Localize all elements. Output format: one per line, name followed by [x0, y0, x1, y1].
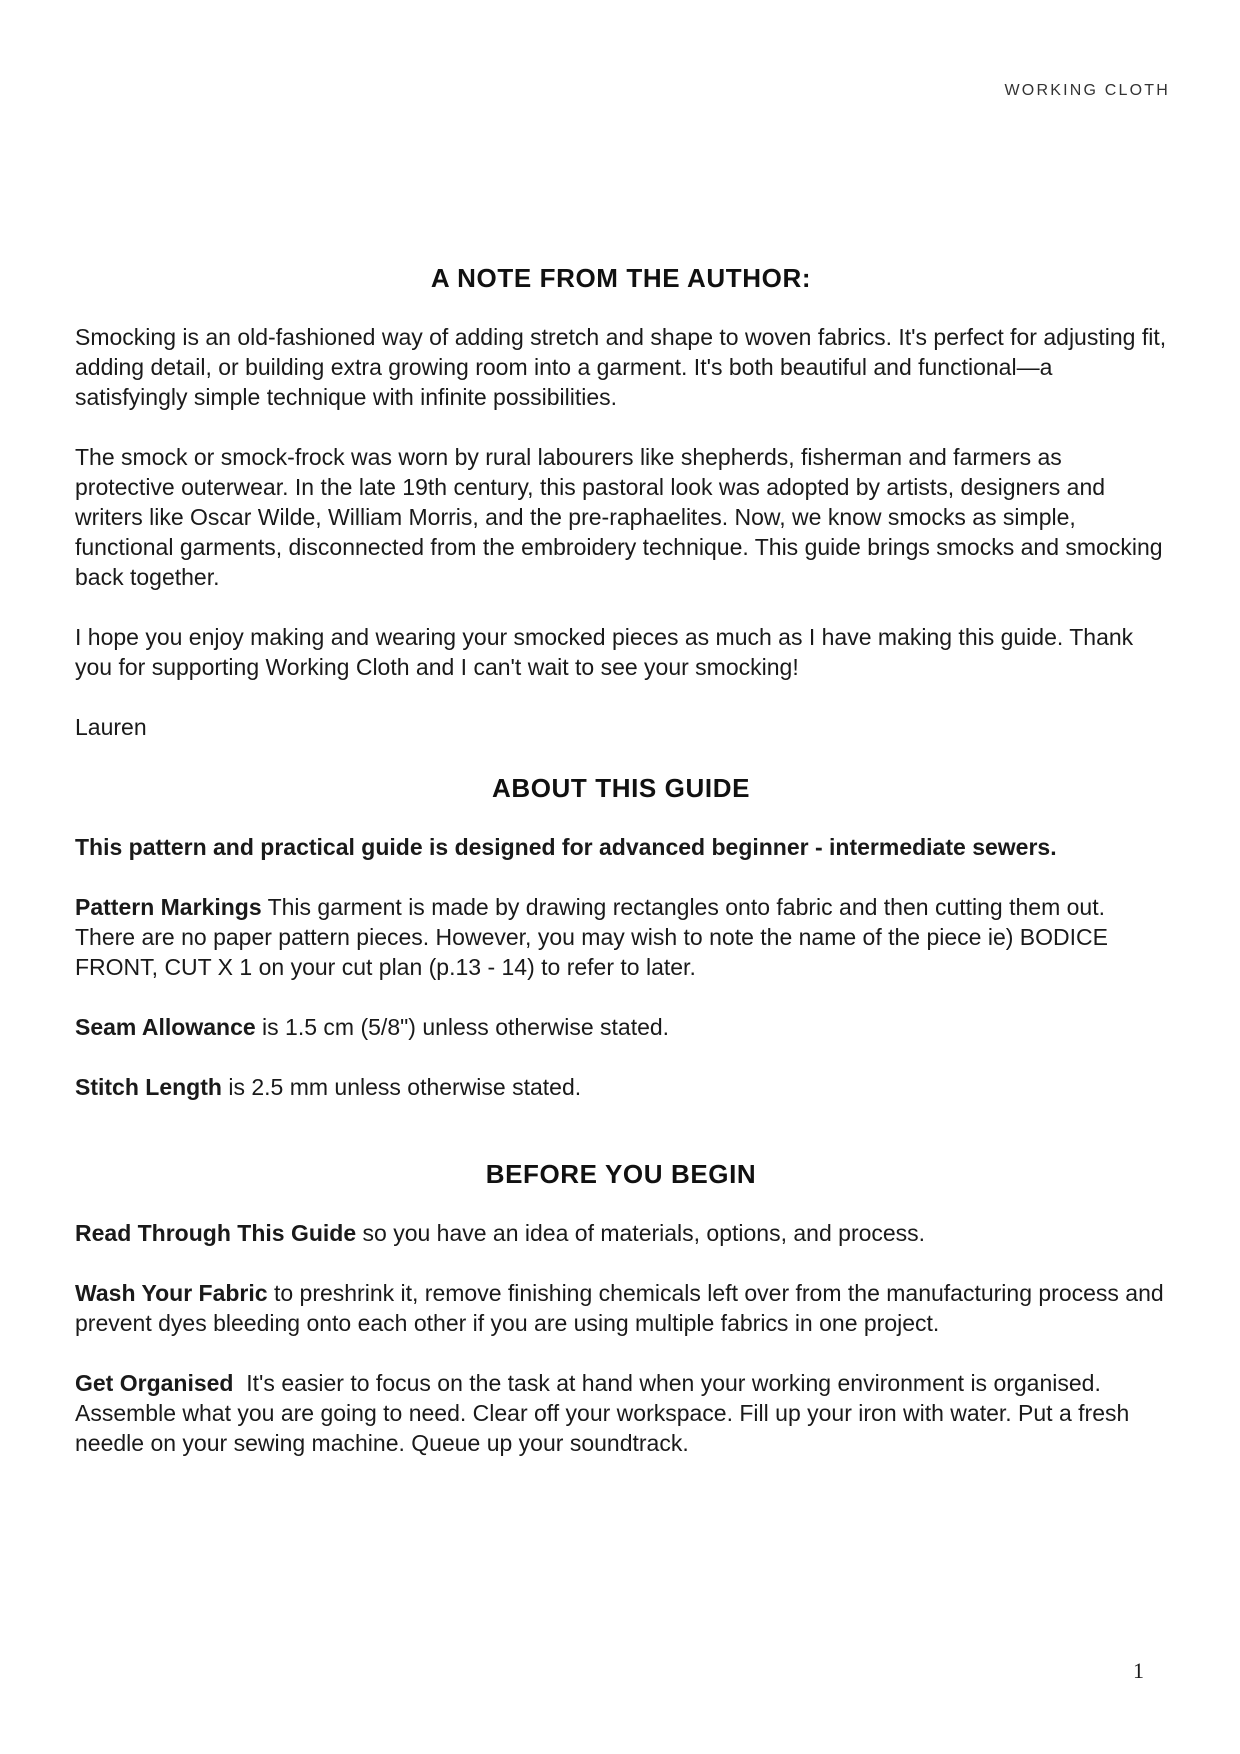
- before-begin-heading: BEFORE YOU BEGIN: [485, 1159, 757, 1189]
- about-guide-intro: This pattern and practical guide is designed for advanced beginner - intermediate sewers.: [75, 834, 1057, 860]
- about-item-stitch-length: [75, 1072, 1167, 1102]
- author-note-paragraph-1: Smocking is an old-fashioned way of adding stretch and shape to woven fabrics. It's perfect for adjusting fit, adding detail, or building extra growing room into a garment. It's both beautiful and functional—a satisfyingly simple technique with infinite possibilities.: [75, 324, 1167, 410]
- before-item-text: so you have an idea of materials, options, and process.: [356, 1220, 926, 1246]
- about-item-text: This garment is made by drawing rectangles onto fabric and then cutting them out. There are no paper pattern pieces. However, you may wish to note the name of the piece ie) BODICE FRONT, CUT X 1 on your cut plan (p.13 - 14) to refer to later.: [75, 894, 1108, 980]
- about-item-pattern-markings: [75, 892, 1167, 982]
- about-item-seam-allowance: [75, 1012, 1167, 1042]
- author-note-paragraph-2: The smock or smock-frock was worn by rural labourers like shepherds, fisherman and farmers as protective outerwear. In the late 19th century, this pastoral look was adopted by artists, designers and writers like Oscar Wilde, William Morris, and the pre-raphaelites. Now, we know smocks as simple, functional garments, disconnected from the embroidery technique. This guide brings smocks and smocking back together.: [75, 444, 1163, 590]
- before-item-term: Get Organised: [75, 1370, 234, 1396]
- about-guide-heading: ABOUT THIS GUIDE: [491, 773, 751, 803]
- before-item-term: Read Through This Guide: [75, 1220, 357, 1246]
- about-item-term: Pattern Markings: [75, 894, 262, 920]
- before-item-wash-fabric: [75, 1278, 1167, 1338]
- running-header: WORKING CLOTH: [1004, 82, 1170, 99]
- about-item-text: is 1.5 cm (5/8") unless otherwise stated.: [255, 1014, 670, 1040]
- before-item-text: It's easier to focus on the task at hand when your working environment is organised. Assemble what you are going to need. Clear off your workspace. Fill up your iron with water. Put a fresh needle on your sewing machine. Queue up your soundtrack.: [75, 1370, 1136, 1456]
- about-item-term: Stitch Length: [75, 1074, 222, 1100]
- about-item-text: is 2.5 mm unless otherwise stated.: [221, 1074, 582, 1100]
- before-item-read-guide: [75, 1218, 1167, 1248]
- about-item-term: Seam Allowance: [75, 1014, 256, 1040]
- before-item-get-organised: [75, 1368, 1167, 1458]
- before-item-text: to preshrink it, remove finishing chemicals left over from the manufacturing process and prevent dyes bleeding onto each other if you are using multiple fabrics in one project.: [75, 1280, 1164, 1336]
- author-note-paragraph-3: I hope you enjoy making and wearing your smocked pieces as much as I have making this guide. Thank you for supporting Working Cloth and I can't wait to see your smocking!: [75, 624, 1134, 680]
- before-item-term: Wash Your Fabric: [75, 1280, 268, 1306]
- page-number: 1: [1133, 1658, 1144, 1683]
- author-signature: Lauren: [75, 714, 147, 740]
- author-note-heading: A NOTE FROM THE AUTHOR:: [430, 263, 812, 293]
- content: [75, 262, 1167, 1488]
